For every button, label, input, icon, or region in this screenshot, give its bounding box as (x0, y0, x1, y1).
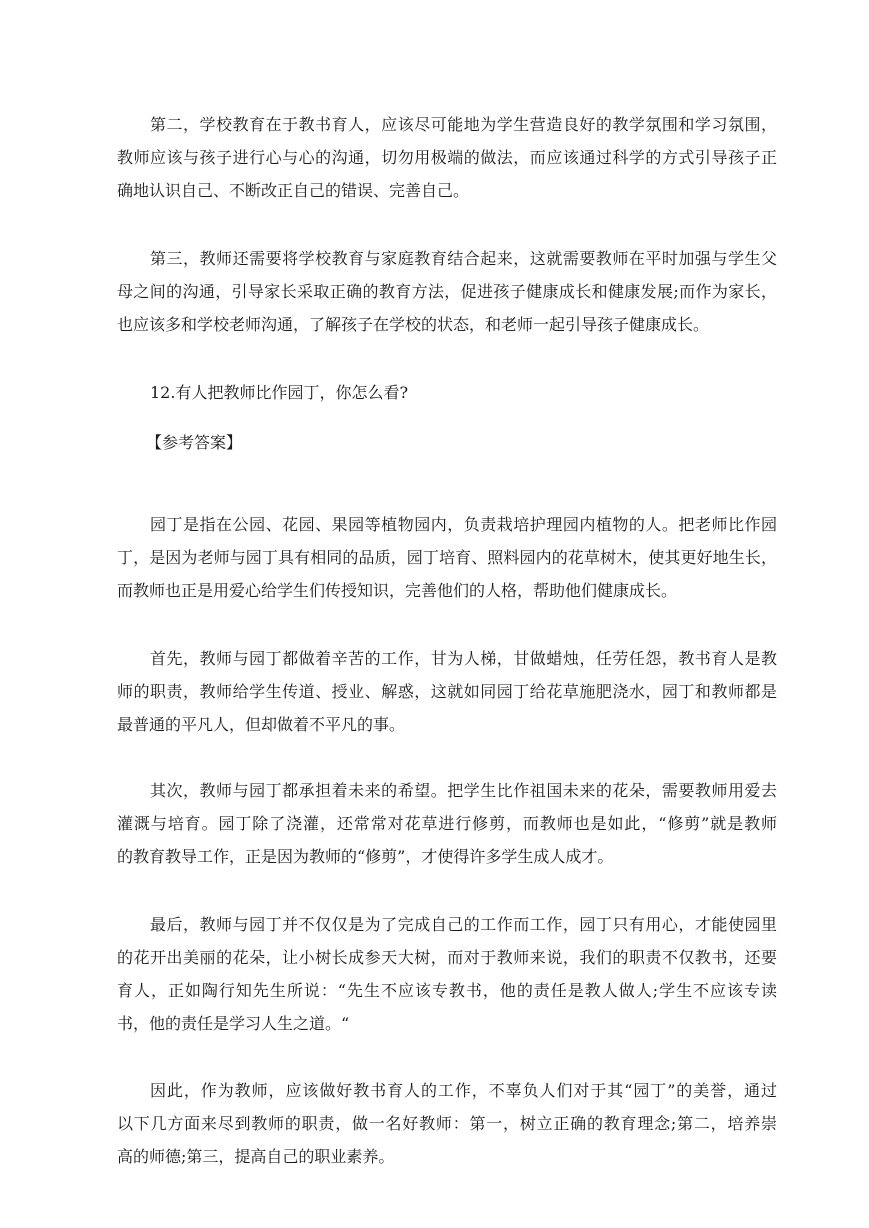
paragraph-third-point (117, 242, 777, 341)
text-line: 师的职责，教师给学生传道、授业、解惑，这就如同园丁给花草施肥浇水，园丁和教师都是 (117, 682, 777, 701)
text-line: 书，他的责任是学习人生之道。“ (117, 1014, 350, 1033)
paragraph-last-reason (117, 908, 777, 1040)
text-line: 最后，教师与园丁并不仅仅是为了完成自己的工作而工作，园丁只有用心，才能使园里 (150, 915, 777, 934)
text-line: 丁，是因为老师与园丁具有相同的品质，园丁培育、照料园内的花草树木，使其更好地生长， (117, 548, 777, 567)
text-line: 第三，教师还需要将学校教育与家庭教育结合起来，这就需要教师在平时加强与学生父 (150, 249, 777, 268)
text-line: 灌溉与培育。园丁除了浇灌，还常常对花草进行修剪，而教师也是如此，“修剪”就是教师 (117, 814, 777, 833)
text-line: 高的师德;第三，提高自己的职业素养。 (117, 1147, 395, 1166)
text-line: 而教师也正是用爱心给学生们传授知识，完善他们的人格，帮助他们健康成长。 (117, 581, 678, 600)
text-line: 的花开出美丽的花朵，让小树长成参天大树，而对于教师来说，我们的职责不仅教书，还要 (117, 948, 777, 967)
text-line: 母之间的沟通，引导家长采取正确的教育方法，促进孩子健康成长和健康发展;而作为家长， (117, 282, 777, 301)
text-line: 也应该多和学校老师沟通，了解孩子在学校的状态，和老师一起引导孩子健康成长。 (117, 315, 710, 334)
text-line: 教师应该与孩子进行心与心的沟通，切勿用极端的做法，而应该通过科学的方式引导孩子正 (117, 148, 777, 167)
text-line: 因此，作为教师，应该做好教书育人的工作，不辜负人们对于其“园丁”的美誉，通过 (150, 1081, 777, 1100)
text-line: 第二，学校教育在于教书育人，应该尽可能地为学生营造良好的教学氛围和学习氛围， (150, 115, 777, 134)
text-line: 以下几方面来尽到教师的职责，做一名好教师：第一，树立正确的教育理念;第二，培养崇 (117, 1114, 777, 1133)
paragraph-second-reason (117, 774, 777, 873)
text-line: 最普通的平凡人，但却做着不平凡的事。 (117, 715, 406, 734)
answer-heading: 【参考答案】 (146, 433, 243, 452)
paragraph-conclusion (117, 1074, 777, 1173)
text-line: 其次，教师与园丁都承担着未来的希望。把学生比作祖国未来的花朵，需要教师用爱去 (150, 781, 777, 800)
paragraph-second-point (117, 108, 777, 207)
question-title: 12.有人把教师比作园丁，你怎么看? (150, 383, 409, 402)
text-line: 育人，正如陶行知先生所说：“先生不应该专教书，他的责任是教人做人;学生不应该专读 (117, 981, 777, 1000)
text-line: 确地认识自己、不断改正自己的错误、完善自己。 (117, 181, 470, 200)
text-line: 首先，教师与园丁都做着辛苦的工作，甘为人梯，甘做蜡烛，任劳任怨，教书育人是教 (150, 649, 777, 668)
paragraph-gardener-definition (117, 508, 777, 607)
text-line: 的教育教导工作，正是因为教师的“修剪”，才使得许多学生成人成才。 (117, 847, 614, 866)
paragraph-first-reason (117, 642, 777, 741)
text-line: 园丁是指在公园、花园、果园等植物园内，负责栽培护理园内植物的人。把老师比作园 (150, 515, 777, 534)
